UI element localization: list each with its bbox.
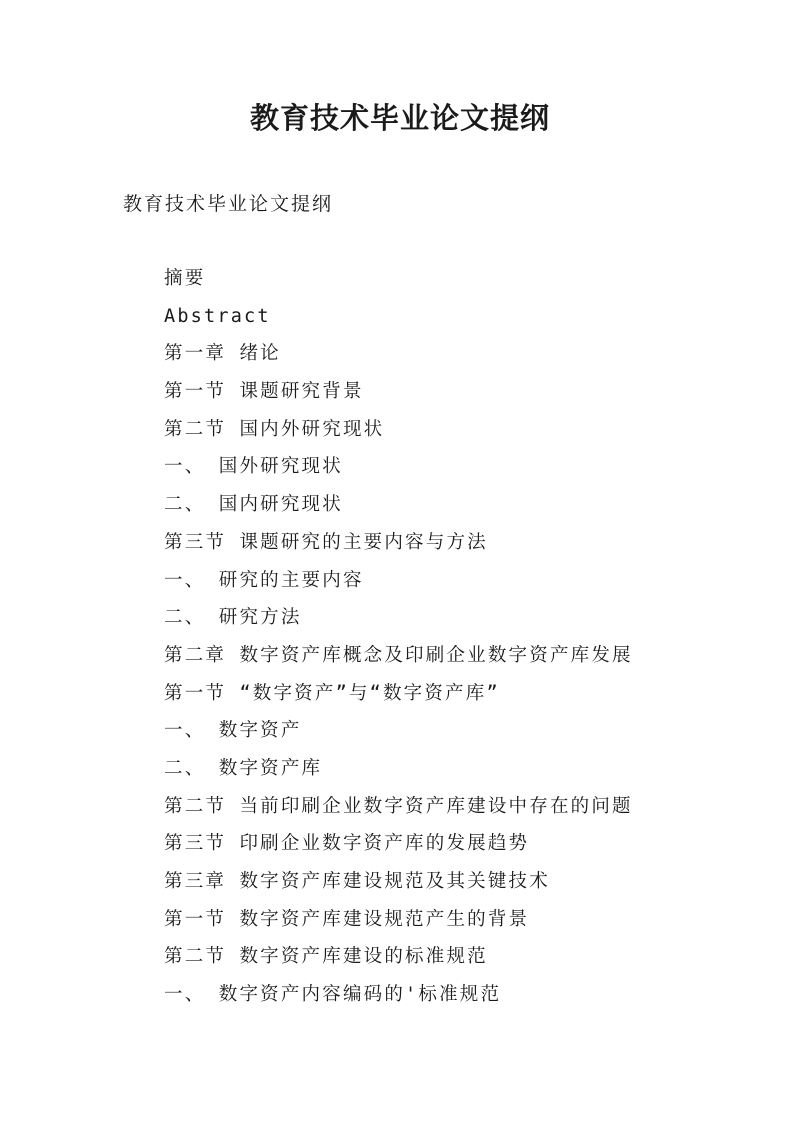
outline-item-ch2-sec1-sub2: 二、 数字资产库: [164, 757, 323, 779]
outline-item-ch2-sec2: 第二节 当前印刷企业数字资产库建设中存在的问题: [164, 795, 633, 817]
document-subtitle: 教育技术毕业论文提纲: [123, 193, 334, 215]
outline-item-ch1-sec3-sub1: 一、 研究的主要内容: [164, 569, 364, 591]
outline-item-ch2-sec3: 第三节 印刷企业数字资产库的发展趋势: [164, 833, 530, 855]
outline-item-ch1-sec3: 第三节 课题研究的主要内容与方法: [164, 531, 488, 553]
document-title: 教育技术毕业论文提纲: [249, 101, 550, 135]
outline-item-ch2-sec1-sub1: 一、 数字资产: [164, 720, 302, 742]
outline-item-abstract-en: Abstract: [164, 305, 271, 327]
outline-item-abstract-cn: 摘要: [164, 268, 206, 289]
outline-item-ch2-sec1: 第一节 “数字资产”与“数字资产库”: [164, 682, 500, 704]
outline-item-ch1-sec2-sub1: 一、 国外研究现状: [164, 456, 343, 478]
outline-item-chapter-1: 第一章 绪论: [164, 343, 281, 365]
outline-item-ch1-sec2-sub2: 二、 国内研究现状: [164, 494, 343, 516]
outline-list: [164, 264, 633, 1018]
outline-item-ch1-sec3-sub2: 二、 研究方法: [164, 607, 302, 629]
outline-item-ch3-sec2: 第二节 数字资产库建设的标准规范: [164, 946, 488, 968]
outline-item-ch3-sec2-sub1: 一、 数字资产内容编码的'标准规范: [164, 984, 502, 1006]
outline-item-ch1-sec1: 第一节 课题研究背景: [164, 381, 364, 403]
outline-item-chapter-3: 第三章 数字资产库建设规范及其关键技术: [164, 871, 550, 892]
outline-item-ch1-sec2: 第二节 国内外研究现状: [164, 418, 385, 440]
outline-item-chapter-2: 第二章 数字资产库概念及印刷企业数字资产库发展: [164, 644, 633, 666]
outline-item-ch3-sec1: 第一节 数字资产库建设规范产生的背景: [164, 908, 530, 930]
